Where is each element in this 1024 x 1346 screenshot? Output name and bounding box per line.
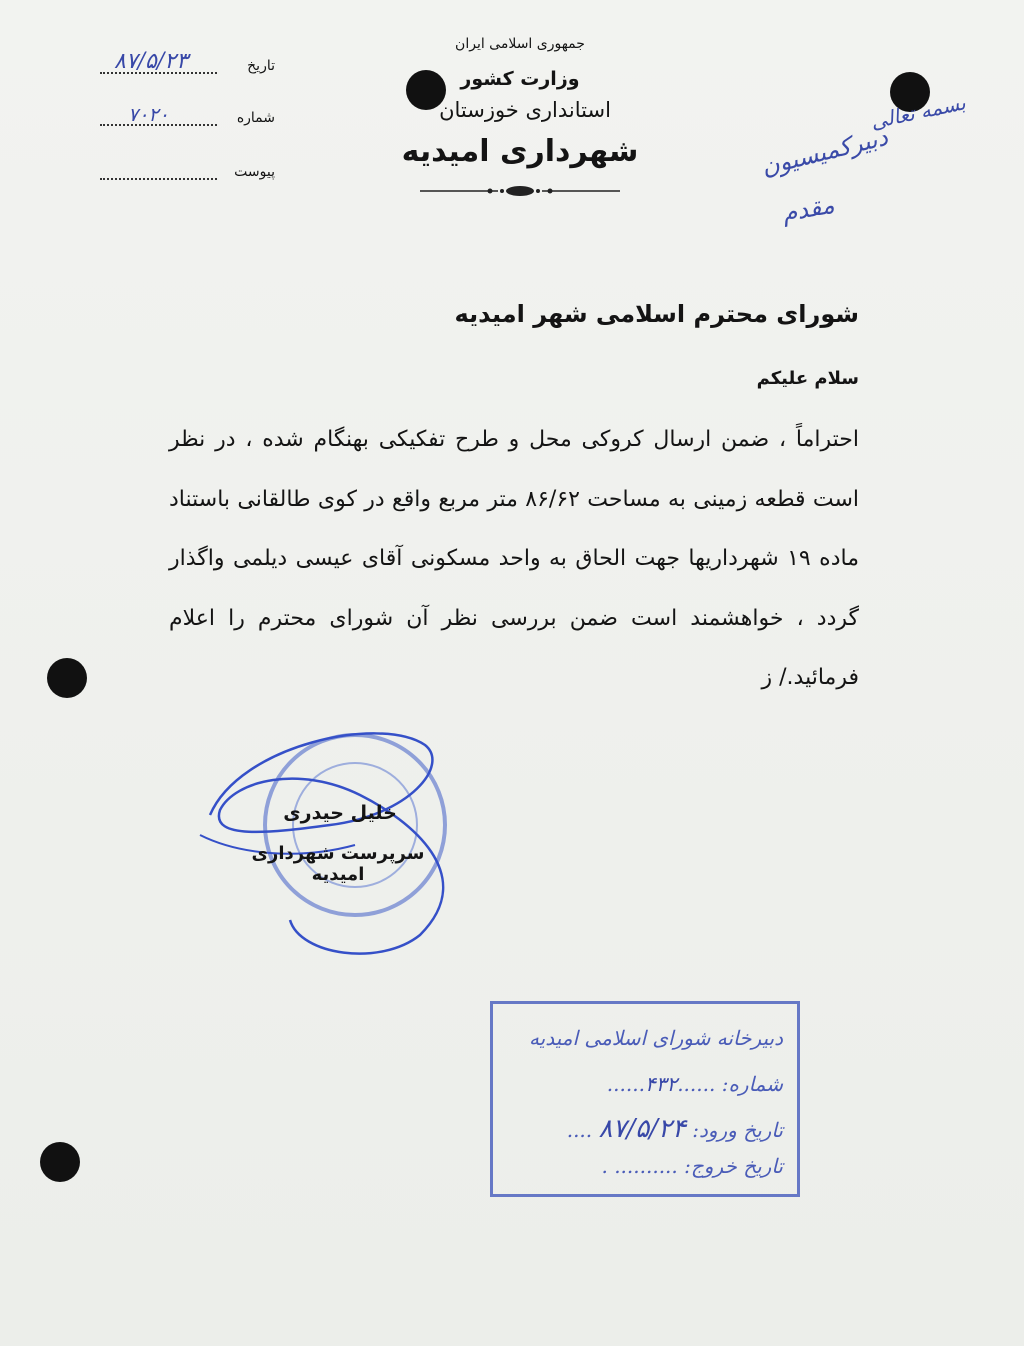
received-number-value: ۴۳۲ bbox=[644, 1072, 678, 1096]
received-entry-row: تاریخ ورود: ۸۷/۵/۲۴ .... bbox=[566, 1114, 783, 1144]
margin-note-line2: دبیرکمیسیون bbox=[758, 122, 891, 182]
letterhead-municipality: شهرداری امیدیه bbox=[401, 134, 639, 169]
attachment-field bbox=[100, 162, 275, 184]
number-value: ۷۰۲۰ bbox=[128, 104, 169, 126]
date-value: ۸۷/۵/۲۳ bbox=[114, 49, 188, 74]
received-exit-label: تاریخ خروج: bbox=[684, 1154, 783, 1178]
received-stamp bbox=[490, 1001, 800, 1197]
signatory-title: سرپرست شهرداری امیدیه bbox=[251, 843, 425, 885]
letterhead-province: استانداری خوزستان bbox=[439, 98, 611, 122]
addressee: شورای محترم اسلامی شهر امیدیه bbox=[454, 300, 859, 328]
received-number-label: شماره: bbox=[721, 1072, 783, 1096]
date-label: تاریخ bbox=[247, 58, 275, 74]
received-stamp-title: دبیرخانه شورای اسلامی امیدیه bbox=[528, 1026, 783, 1050]
margin-note-line3: مقدم bbox=[779, 190, 837, 228]
number-label: شماره bbox=[236, 110, 275, 126]
date-field bbox=[100, 49, 275, 78]
signatory-name: خلیل حیدری bbox=[283, 802, 397, 824]
received-entry-label: تاریخ ورود: bbox=[692, 1118, 783, 1142]
margin-note-line1: بسمه تعالی bbox=[868, 90, 968, 134]
greeting: سلام علیکم bbox=[756, 368, 859, 389]
attachment-dots bbox=[100, 178, 217, 180]
letterhead-ministry: وزارت کشور bbox=[460, 68, 580, 90]
letterhead-republic: جمهوری اسلامی ایران bbox=[455, 36, 585, 52]
municipal-seal bbox=[180, 705, 500, 965]
letterhead-ornament bbox=[420, 184, 620, 198]
punch-hole-bottom bbox=[40, 1142, 80, 1182]
number-field bbox=[100, 104, 275, 130]
received-exit-row: تاریخ خروج: .......... . bbox=[601, 1154, 783, 1178]
letter-body: احتراماً ، ضمن ارسال کروکی محل و طرح تفکیکی بهنگام شده ، در نظر است قطعه زمینی به مساحت ۸۶/۶۲ متر مربع واقع در کوی طالقانی باستناد ماده ۱۹ شهرداریها جهت الحاق به واحد مسکونی آقای عیسی دیلمی واگذار گردد ، خواهشمند است ضمن بررسی نظر آن شورای محترم را اعلام فرمائید./ ز bbox=[169, 427, 859, 690]
punch-hole-middle bbox=[47, 658, 87, 698]
received-number-row: شماره: ......۴۳۲...... bbox=[606, 1072, 783, 1096]
received-entry-value: ۸۷/۵/۲۴ bbox=[598, 1114, 686, 1144]
attachment-label: پیوست bbox=[234, 164, 275, 180]
